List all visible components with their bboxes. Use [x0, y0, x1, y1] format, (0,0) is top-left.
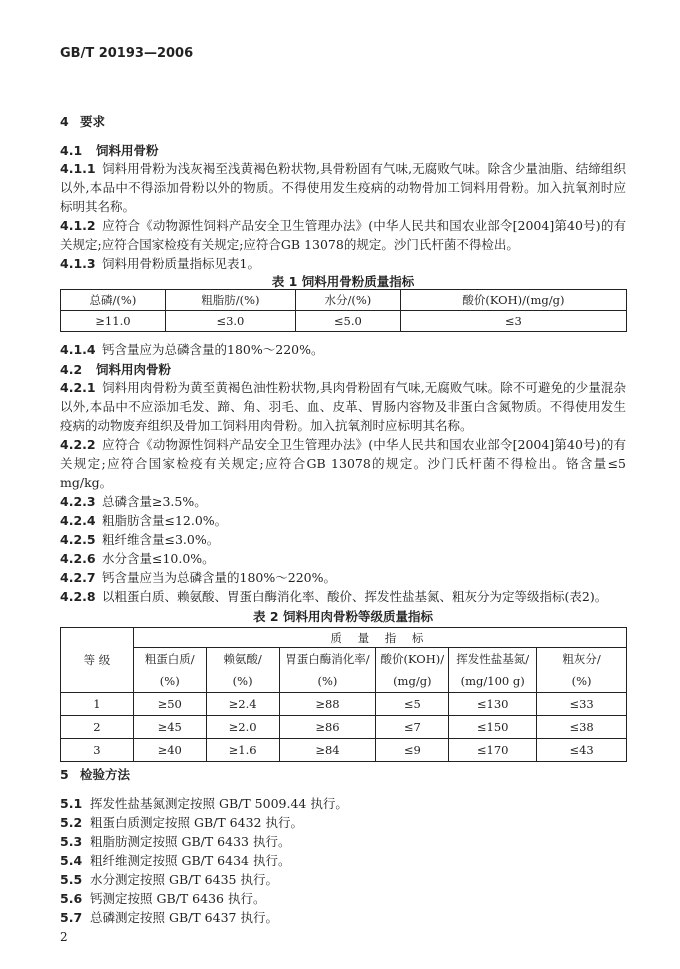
- clause-4-2-5: [60, 530, 626, 549]
- clause-text: 水分测定按照 GB/T 6435 执行。: [90, 872, 278, 887]
- clause-text: 钙测定按照 GB/T 6436 执行。: [90, 891, 266, 906]
- clause-4-2-4: [60, 511, 626, 530]
- clause-4-1-1: [60, 159, 626, 216]
- clause-number: 4.1.2: [60, 218, 96, 233]
- table-cell: ≤7: [376, 716, 449, 739]
- clause-4-2-1: [60, 378, 626, 435]
- clause-5-1: [60, 794, 626, 813]
- table-header-cell: 挥发性盐基氮/: [449, 648, 537, 671]
- table-cell: ≤33: [537, 693, 627, 716]
- table-cell: ≤150: [449, 716, 537, 739]
- table-header-cell: 水分/(%): [295, 290, 400, 311]
- clause-number: 5.1: [60, 796, 83, 811]
- clause-5-2: [60, 813, 626, 832]
- table-unit-cell: (%): [133, 670, 206, 693]
- table-cell: 3: [61, 739, 134, 762]
- grade-header-cell: 等 级: [61, 628, 134, 693]
- clause-text: 应符合《动物源性饲料产品安全卫生管理办法》(中华人民共和国农业部令[2004]第40号)的有关规定;应符合国家检疫有关规定;应符合GB 13078的规定。沙门氏杆菌不得检出。: [60, 218, 626, 252]
- table-unit-cell: (mg/g): [376, 670, 449, 693]
- clause-number: 5.7: [60, 910, 83, 925]
- table-cell: ≤38: [537, 716, 627, 739]
- standard-code: GB/T 20193—2006: [60, 46, 194, 61]
- clause-text: 钙含量应当为总磷含量的180%～220%。: [102, 570, 336, 585]
- clause-number: 4.2.8: [60, 589, 96, 604]
- table-cell: ≥45: [133, 716, 206, 739]
- table-cell: ≥1.6: [206, 739, 279, 762]
- table-header-cell: 胃蛋白酶消化率/: [279, 648, 376, 671]
- section-number: 4.2: [60, 362, 83, 377]
- clause-text: 粗纤维含量≤3.0%。: [102, 532, 220, 547]
- table-cell: ≥50: [133, 693, 206, 716]
- section-number: 4.1: [60, 143, 83, 158]
- clause-number: 4.2.3: [60, 494, 96, 509]
- clause-5-6: [60, 889, 626, 908]
- clause-number: 5.2: [60, 815, 83, 830]
- table-header-cell: 粗蛋白质/: [133, 648, 206, 671]
- table-row: [61, 716, 627, 739]
- clause-text: 水分含量≤10.0%。: [102, 551, 215, 566]
- table-cell: ≤5.0: [295, 311, 400, 332]
- table-cell: ≥86: [279, 716, 376, 739]
- clause-4-2-8: [60, 587, 626, 606]
- table-cell: ≥2.0: [206, 716, 279, 739]
- clause-4-2-6: [60, 549, 626, 568]
- clause-5-4: [60, 851, 626, 870]
- table-row: [61, 693, 627, 716]
- table-2-caption: 表 2 饲料用肉骨粉等级质量指标: [253, 609, 433, 624]
- table-cell: ≤5: [376, 693, 449, 716]
- table-cell: ≥11.0: [61, 311, 166, 332]
- section-title: 要求: [80, 114, 106, 129]
- table-unit-cell: (mg/100 g): [449, 670, 537, 693]
- clause-text: 应符合《动物源性饲料产品安全卫生管理办法》(中华人民共和国农业部令[2004]第40号)的有关规定;应符合国家检疫有关规定;应符合GB 13078的规定。沙门氏杆菌不得检出。铬含量≤5 mg/kg。: [60, 437, 626, 490]
- table-cell: 2: [61, 716, 134, 739]
- clause-5-5: [60, 870, 626, 889]
- clause-number: 4.1.1: [60, 161, 96, 176]
- section-heading-4-1: [60, 141, 159, 159]
- table-cell: ≥88: [279, 693, 376, 716]
- clause-text: 粗蛋白质测定按照 GB/T 6432 执行。: [90, 815, 303, 830]
- section-number: 5: [60, 767, 69, 782]
- table-cell: ≤43: [537, 739, 627, 762]
- table-row: [61, 739, 627, 762]
- clause-5-3: [60, 832, 626, 851]
- section-number: 4: [60, 114, 69, 129]
- table-header-row: [61, 628, 627, 648]
- section-heading-5: [60, 765, 130, 783]
- clause-number: 4.2.1: [60, 380, 96, 395]
- clause-text: 粗脂肪含量≤12.0%。: [102, 513, 228, 528]
- clause-4-1-2: [60, 216, 626, 254]
- table-row: [61, 311, 627, 332]
- clause-number: 5.5: [60, 872, 83, 887]
- table-cell: ≥2.4: [206, 693, 279, 716]
- clause-number: 5.4: [60, 853, 83, 868]
- clause-text: 总磷测定按照 GB/T 6437 执行。: [90, 910, 278, 925]
- clause-4-2-7: [60, 568, 626, 587]
- table-header-cell: 总磷/(%): [61, 290, 166, 311]
- table-header-cell: 赖氨酸/: [206, 648, 279, 671]
- table-1-caption: 表 1 饲料用骨粉质量指标: [271, 274, 415, 289]
- clause-text: 挥发性盐基氮测定按照 GB/T 5009.44 执行。: [90, 796, 348, 811]
- clause-number: 5.3: [60, 834, 83, 849]
- clause-text: 饲料用骨粉质量指标见表1。: [102, 256, 260, 271]
- clause-text: 饲料用骨粉为浅灰褐至浅黄褐色粉状物,具骨粉固有气味,无腐败气味。除含少量油脂、结缔组织以外,本品中不得添加骨粉以外的物质。不得使用发生疫病的动物骨加工饲料用骨粉。加入抗氧剂时应标明其名称。: [60, 161, 626, 214]
- section-title: 饲料用肉骨粉: [96, 362, 172, 377]
- table-cell: ≥84: [279, 739, 376, 762]
- table-header-cell: 酸价(KOH)/: [376, 648, 449, 671]
- clause-number: 5.6: [60, 891, 83, 906]
- clause-text: 饲料用肉骨粉为黄至黄褐色油性粉状物,具肉骨粉固有气味,无腐败气味。除不可避免的少量混杂以外,本品中不应添加毛发、蹄、角、羽毛、血、皮革、胃肠内容物及非蛋白含氮物质。不得使用发生疫病的动物废弃组织及骨加工饲料用肉骨粉。加入抗氧剂时应标明其名称。: [60, 380, 626, 433]
- table-header-cell: 粗脂肪/(%): [165, 290, 295, 311]
- clause-4-1-4: [60, 340, 626, 359]
- table-cell: 1: [61, 693, 134, 716]
- clause-number: 4.2.2: [60, 437, 96, 452]
- clause-4-2-3: [60, 492, 626, 511]
- clause-number: 4.2.4: [60, 513, 96, 528]
- clause-number: 4.2.7: [60, 570, 96, 585]
- clause-number: 4.1.3: [60, 256, 96, 271]
- table-header-cell: 粗灰分/: [537, 648, 627, 671]
- table-cell: ≤3.0: [165, 311, 295, 332]
- table-cell: ≤3: [400, 311, 626, 332]
- clause-4-1-3: [60, 254, 626, 273]
- table-cell: ≤9: [376, 739, 449, 762]
- table-header-cell: 酸价(KOH)/(mg/g): [400, 290, 626, 311]
- table-unit-cell: (%): [206, 670, 279, 693]
- table-header-row: [61, 290, 627, 311]
- table-2: [60, 627, 627, 762]
- clause-text: 粗脂肪测定按照 GB/T 6433 执行。: [90, 834, 291, 849]
- section-heading-4: [60, 112, 105, 130]
- table-cell: ≤170: [449, 739, 537, 762]
- section-title: 检验方法: [80, 767, 131, 782]
- clause-text: 以粗蛋白质、赖氨酸、胃蛋白酶消化率、酸价、挥发性盐基氮、粗灰分为定等级指标(表2)。: [102, 589, 608, 604]
- clause-text: 总磷含量≥3.5%。: [102, 494, 207, 509]
- page-number: 2: [60, 930, 68, 944]
- section-title: 饲料用骨粉: [96, 143, 159, 158]
- table-cell: ≤130: [449, 693, 537, 716]
- table-header-row: [61, 648, 627, 671]
- clause-number: 4.1.4: [60, 342, 96, 357]
- clause-number: 4.2.6: [60, 551, 96, 566]
- clause-text: 钙含量应为总磷含量的180%～220%。: [102, 342, 324, 357]
- clause-4-2-2: [60, 435, 626, 492]
- clause-5-7: [60, 908, 626, 927]
- clause-text: 粗纤维测定按照 GB/T 6434 执行。: [90, 853, 291, 868]
- table-cell: ≥40: [133, 739, 206, 762]
- section-heading-4-2: [60, 360, 171, 378]
- table-header-row: [61, 670, 627, 693]
- table-unit-cell: (%): [537, 670, 627, 693]
- table-1: [60, 289, 627, 332]
- table-unit-cell: (%): [279, 670, 376, 693]
- group-header-cell: 质 量 指 标: [133, 628, 626, 648]
- clause-number: 4.2.5: [60, 532, 96, 547]
